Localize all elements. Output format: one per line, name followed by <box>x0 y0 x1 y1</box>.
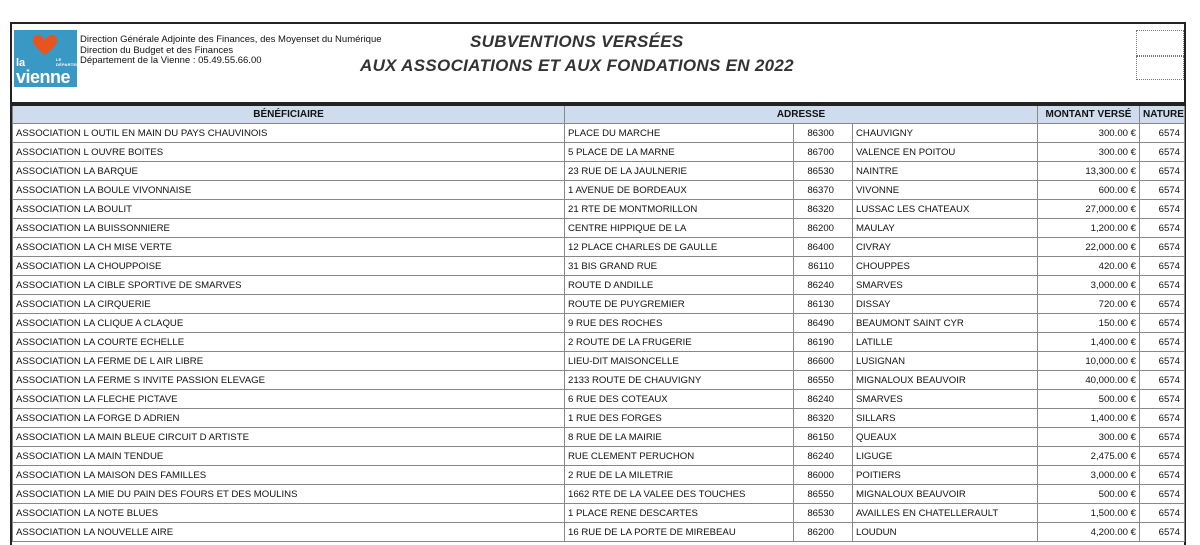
adresse-cell: 1 RUE DES FORGES <box>565 409 794 428</box>
commune-cell: LUSIGNAN <box>853 352 1038 371</box>
nature-cell: 6574 <box>1140 523 1185 542</box>
adresse-cell: 1662 RTE DE LA VALEE DES TOUCHES <box>565 485 794 504</box>
beneficiaire-cell: ASSOCIATION LA NOTE BLUES <box>13 504 565 523</box>
adresse-cell: 8 RUE DE LA MAIRIE <box>565 428 794 447</box>
adresse-cell: 1 PLACE RENE DESCARTES <box>565 504 794 523</box>
table-row <box>13 200 1185 219</box>
code-postal-cell: 86200 <box>794 219 853 238</box>
beneficiaire-cell: ASSOCIATION LA BARQUE <box>13 162 565 181</box>
montant-cell: 1,200.00 € <box>1038 219 1140 238</box>
beneficiaire-cell: ASSOCIATION LA FERME S INVITE PASSION ELEVAGE <box>13 371 565 390</box>
montant-cell: 300.00 € <box>1038 143 1140 162</box>
adresse-cell: 2 ROUTE DE LA FRUGERIE <box>565 333 794 352</box>
beneficiaire-cell: ASSOCIATION LA CHOUPPOISE <box>13 257 565 276</box>
nature-cell: 6574 <box>1140 143 1185 162</box>
logo-la-text: la <box>16 57 26 69</box>
code-postal-cell: 86110 <box>794 257 853 276</box>
commune-cell: AVAILLES EN CHATELLERAULT <box>853 504 1038 523</box>
header-montant: MONTANT VERSÉ <box>1038 105 1140 124</box>
dotted-box-top <box>1136 30 1184 56</box>
code-postal-cell: 86490 <box>794 314 853 333</box>
montant-cell: 150.00 € <box>1038 314 1140 333</box>
table-row <box>13 219 1185 238</box>
commune-cell: MIGNALOUX BEAUVOIR <box>853 485 1038 504</box>
code-postal-cell: 86530 <box>794 162 853 181</box>
montant-cell: 1,500.00 € <box>1038 504 1140 523</box>
montant-cell: 3,000.00 € <box>1038 276 1140 295</box>
montant-cell: 500.00 € <box>1038 390 1140 409</box>
adresse-cell: 5 PLACE DE LA MARNE <box>565 143 794 162</box>
page-title-line-1: SUBVENTIONS VERSÉES <box>470 32 684 51</box>
nature-cell: 6574 <box>1140 466 1185 485</box>
adresse-cell: 1 AVENUE DE BORDEAUX <box>565 181 794 200</box>
adresse-cell: LIEU-DIT MAISONCELLE <box>565 352 794 371</box>
nature-cell: 6574 <box>1140 352 1185 371</box>
code-postal-cell: 86400 <box>794 238 853 257</box>
commune-cell: VIVONNE <box>853 181 1038 200</box>
commune-cell: NAINTRE <box>853 162 1038 181</box>
table-header-row <box>13 105 1185 124</box>
org-line-2: Direction du Budget et des Finances <box>80 45 234 56</box>
code-postal-cell: 86200 <box>794 523 853 542</box>
vienne-logo <box>14 30 89 87</box>
code-postal-cell: 86550 <box>794 371 853 390</box>
org-line-1: Direction Générale Adjointe des Finances, des Moyenset du Numérique <box>80 34 382 45</box>
code-postal-cell: 86130 <box>794 295 853 314</box>
adresse-cell: PLACE DU MARCHE <box>565 124 794 143</box>
table-row <box>13 371 1185 390</box>
montant-cell: 300.00 € <box>1038 124 1140 143</box>
commune-cell: QUEAUX <box>853 428 1038 447</box>
adresse-cell: 23 RUE DE LA JAULNERIE <box>565 162 794 181</box>
beneficiaire-cell: ASSOCIATION LA BOULE VIVONNAISE <box>13 181 565 200</box>
code-postal-cell: 86000 <box>794 466 853 485</box>
table-row <box>13 257 1185 276</box>
nature-cell: 6574 <box>1140 219 1185 238</box>
beneficiaire-cell: ASSOCIATION LA NOUVELLE AIRE <box>13 523 565 542</box>
montant-cell: 500.00 € <box>1038 485 1140 504</box>
montant-cell: 27,000.00 € <box>1038 200 1140 219</box>
table-row <box>13 523 1185 542</box>
beneficiaire-cell: ASSOCIATION LA BUISSONNIERE <box>13 219 565 238</box>
table-row <box>13 447 1185 466</box>
nature-cell: 6574 <box>1140 162 1185 181</box>
document-sheet <box>10 22 1186 545</box>
code-postal-cell: 86320 <box>794 409 853 428</box>
adresse-cell: RUE CLEMENT PERUCHON <box>565 447 794 466</box>
table-row <box>13 143 1185 162</box>
adresse-cell: CENTRE HIPPIQUE DE LA <box>565 219 794 238</box>
logo-vienne-text: vienne <box>16 67 71 87</box>
nature-cell: 6574 <box>1140 314 1185 333</box>
header-adresse: ADRESSE <box>565 105 1038 124</box>
nature-cell: 6574 <box>1140 181 1185 200</box>
beneficiaire-cell: ASSOCIATION LA CH MISE VERTE <box>13 238 565 257</box>
beneficiaire-cell: ASSOCIATION LA BOULIT <box>13 200 565 219</box>
table-row <box>13 124 1185 143</box>
nature-cell: 6574 <box>1140 257 1185 276</box>
beneficiaire-cell: ASSOCIATION LA MAIN TENDUE <box>13 447 565 466</box>
nature-cell: 6574 <box>1140 390 1185 409</box>
table-row <box>13 409 1185 428</box>
header-beneficiaire: BÉNÉFICIAIRE <box>13 105 565 124</box>
beneficiaire-cell: ASSOCIATION LA CLIQUE A CLAQUE <box>13 314 565 333</box>
adresse-cell: 16 RUE DE LA PORTE DE MIREBEAU <box>565 523 794 542</box>
adresse-cell: 2133 ROUTE DE CHAUVIGNY <box>565 371 794 390</box>
nature-cell: 6574 <box>1140 409 1185 428</box>
beneficiaire-cell: ASSOCIATION L OUVRE BOITES <box>13 143 565 162</box>
montant-cell: 13,300.00 € <box>1038 162 1140 181</box>
table-row <box>13 162 1185 181</box>
code-postal-cell: 86240 <box>794 276 853 295</box>
commune-cell: SILLARS <box>853 409 1038 428</box>
beneficiaire-cell: ASSOCIATION LA MIE DU PAIN DES FOURS ET DES MOULINS <box>13 485 565 504</box>
table-body <box>13 124 1185 542</box>
montant-cell: 300.00 € <box>1038 428 1140 447</box>
nature-cell: 6574 <box>1140 295 1185 314</box>
header-nature: NATURE <box>1140 105 1185 124</box>
commune-cell: MAULAY <box>853 219 1038 238</box>
code-postal-cell: 86550 <box>794 485 853 504</box>
commune-cell: SMARVES <box>853 276 1038 295</box>
code-postal-cell: 86240 <box>794 447 853 466</box>
montant-cell: 22,000.00 € <box>1038 238 1140 257</box>
code-postal-cell: 86240 <box>794 390 853 409</box>
beneficiaire-cell: ASSOCIATION L OUTIL EN MAIN DU PAYS CHAUVINOIS <box>13 124 565 143</box>
subventions-table <box>12 104 1185 542</box>
nature-cell: 6574 <box>1140 333 1185 352</box>
logo-dept-text: LE DÉPARTEMENT <box>56 57 89 67</box>
table-row <box>13 276 1185 295</box>
heart-icon <box>32 34 58 56</box>
table-row <box>13 181 1185 200</box>
montant-cell: 1,400.00 € <box>1038 333 1140 352</box>
code-postal-cell: 86370 <box>794 181 853 200</box>
commune-cell: MIGNALOUX BEAUVOIR <box>853 371 1038 390</box>
code-postal-cell: 86190 <box>794 333 853 352</box>
nature-cell: 6574 <box>1140 504 1185 523</box>
beneficiaire-cell: ASSOCIATION LA CIBLE SPORTIVE DE SMARVES <box>13 276 565 295</box>
table-row <box>13 485 1185 504</box>
montant-cell: 4,200.00 € <box>1038 523 1140 542</box>
page-title-line-2: AUX ASSOCIATIONS ET AUX FONDATIONS EN 2022 <box>360 56 794 75</box>
commune-cell: LIGUGE <box>853 447 1038 466</box>
table-row <box>13 314 1185 333</box>
commune-cell: LOUDUN <box>853 523 1038 542</box>
commune-cell: VALENCE EN POITOU <box>853 143 1038 162</box>
nature-cell: 6574 <box>1140 238 1185 257</box>
dotted-box-bottom <box>1136 56 1184 80</box>
commune-cell: LATILLE <box>853 333 1038 352</box>
table-row <box>13 466 1185 485</box>
montant-cell: 720.00 € <box>1038 295 1140 314</box>
beneficiaire-cell: ASSOCIATION LA MAIN BLEUE CIRCUIT D ARTISTE <box>13 428 565 447</box>
montant-cell: 600.00 € <box>1038 181 1140 200</box>
code-postal-cell: 86700 <box>794 143 853 162</box>
code-postal-cell: 86320 <box>794 200 853 219</box>
table-row <box>13 352 1185 371</box>
org-line-3: Département de la Vienne : 05.49.55.66.00 <box>80 55 262 66</box>
nature-cell: 6574 <box>1140 485 1185 504</box>
adresse-cell: 6 RUE DES COTEAUX <box>565 390 794 409</box>
table-row <box>13 238 1185 257</box>
nature-cell: 6574 <box>1140 200 1185 219</box>
commune-cell: BEAUMONT SAINT CYR <box>853 314 1038 333</box>
commune-cell: DISSAY <box>853 295 1038 314</box>
nature-cell: 6574 <box>1140 276 1185 295</box>
beneficiaire-cell: ASSOCIATION LA FORGE D ADRIEN <box>13 409 565 428</box>
beneficiaire-cell: ASSOCIATION LA FLECHE PICTAVE <box>13 390 565 409</box>
nature-cell: 6574 <box>1140 124 1185 143</box>
code-postal-cell: 86300 <box>794 124 853 143</box>
adresse-cell: 12 PLACE CHARLES DE GAULLE <box>565 238 794 257</box>
beneficiaire-cell: ASSOCIATION LA MAISON DES FAMILLES <box>13 466 565 485</box>
nature-cell: 6574 <box>1140 371 1185 390</box>
adresse-cell: 31 BIS GRAND RUE <box>565 257 794 276</box>
beneficiaire-cell: ASSOCIATION LA COURTE ECHELLE <box>13 333 565 352</box>
montant-cell: 3,000.00 € <box>1038 466 1140 485</box>
adresse-cell: 21 RTE DE MONTMORILLON <box>565 200 794 219</box>
montant-cell: 1,400.00 € <box>1038 409 1140 428</box>
montant-cell: 2,475.00 € <box>1038 447 1140 466</box>
commune-cell: POITIERS <box>853 466 1038 485</box>
table-row <box>13 333 1185 352</box>
table-row <box>13 390 1185 409</box>
table-row <box>13 428 1185 447</box>
document-header <box>12 24 1184 104</box>
commune-cell: LUSSAC LES CHATEAUX <box>853 200 1038 219</box>
montant-cell: 420.00 € <box>1038 257 1140 276</box>
nature-cell: 6574 <box>1140 447 1185 466</box>
commune-cell: CHOUPPES <box>853 257 1038 276</box>
code-postal-cell: 86600 <box>794 352 853 371</box>
code-postal-cell: 86150 <box>794 428 853 447</box>
commune-cell: CIVRAY <box>853 238 1038 257</box>
commune-cell: SMARVES <box>853 390 1038 409</box>
adresse-cell: ROUTE DE PUYGREMIER <box>565 295 794 314</box>
beneficiaire-cell: ASSOCIATION LA FERME DE L AIR LIBRE <box>13 352 565 371</box>
montant-cell: 40,000.00 € <box>1038 371 1140 390</box>
adresse-cell: 9 RUE DES ROCHES <box>565 314 794 333</box>
code-postal-cell: 86530 <box>794 504 853 523</box>
commune-cell: CHAUVIGNY <box>853 124 1038 143</box>
nature-cell: 6574 <box>1140 428 1185 447</box>
beneficiaire-cell: ASSOCIATION LA CIRQUERIE <box>13 295 565 314</box>
table-row <box>13 295 1185 314</box>
adresse-cell: 2 RUE DE LA MILETRIE <box>565 466 794 485</box>
table-row <box>13 504 1185 523</box>
montant-cell: 10,000.00 € <box>1038 352 1140 371</box>
adresse-cell: ROUTE D ANDILLE <box>565 276 794 295</box>
